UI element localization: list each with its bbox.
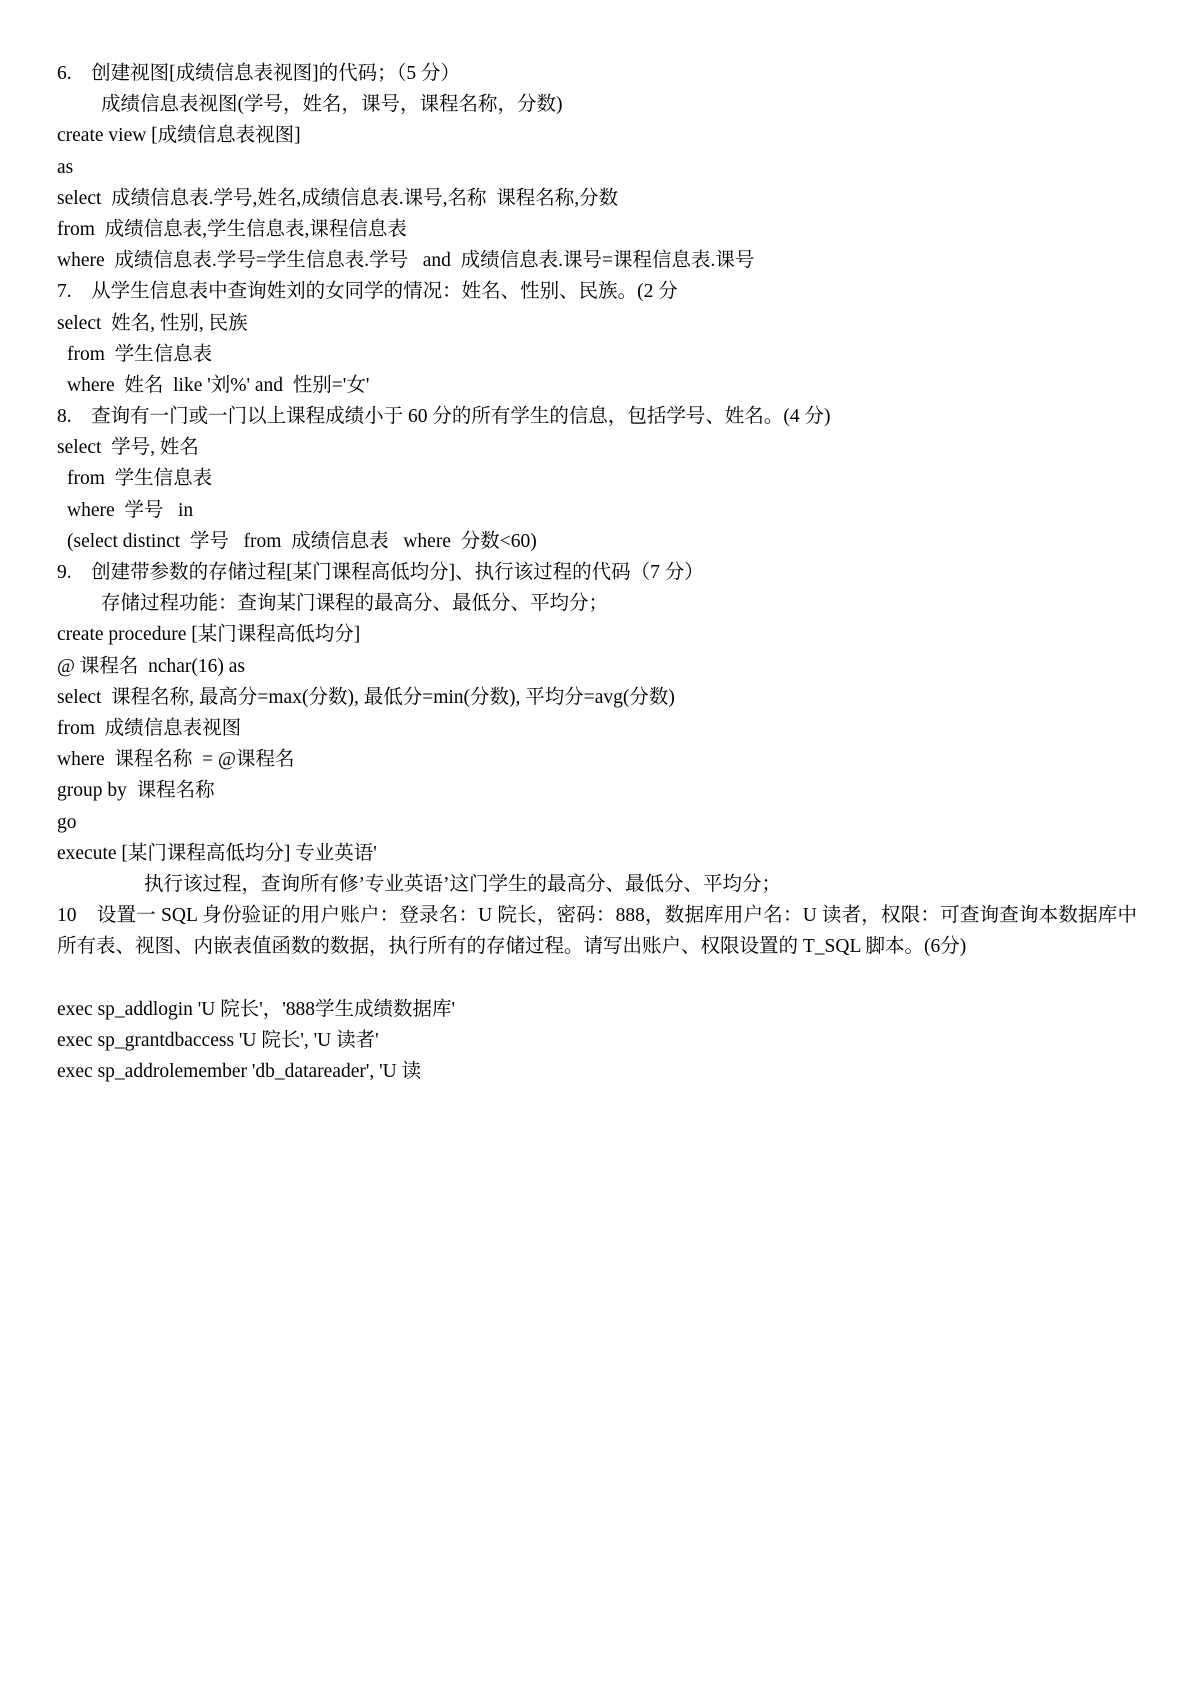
code-line: @ 课程名 nchar(16) as [57, 655, 245, 677]
blank-line [57, 962, 1137, 993]
document-page [57, 58, 1137, 1087]
code-line: select 课程名称, 最高分=max(分数), 最低分=min(分数), 平均分=avg(分数) [57, 686, 675, 708]
code-line: where 课程名称 = @课程名 [57, 749, 295, 771]
script-line: exec sp_addlogin 'U 院长'，'888学生成绩数据库' [57, 998, 456, 1020]
q9-procedure-function: 存储过程功能：查询某门课程的最高分、最低分、平均分； [101, 593, 609, 615]
q9-execute-description: 执行该过程，查询所有修’专业英语’这门学生的最高分、最低分、平均分； [144, 873, 781, 895]
code-line: select 学号, 姓名 [57, 437, 199, 459]
code-line: go [57, 811, 77, 833]
q6-heading: 6. 创建视图[成绩信息表视图]的代码；（5 分） [57, 63, 460, 84]
code-line: where 学号 in [67, 499, 194, 521]
code-line: as [57, 156, 74, 178]
code-line: from 成绩信息表视图 [57, 717, 242, 739]
q9-heading: 9. 创建带参数的存储过程[某门课程高低均分]、执行该过程的代码（7 分） [57, 562, 704, 583]
code-line: from 学生信息表 [67, 343, 213, 365]
code-line: create procedure [某门课程高低均分] [57, 624, 361, 646]
code-line: (select distinct 学号 from 成绩信息表 where 分数<60) [67, 530, 537, 552]
code-line: execute [某门课程高低均分] 专业英语' [57, 842, 377, 864]
code-line: where 姓名 like '刘%' and 性别='女' [67, 374, 370, 396]
code-line: select 成绩信息表.学号,姓名,成绩信息表.课号,名称 课程名称,分数 [57, 187, 619, 209]
q6-view-definition: 成绩信息表视图(学号，姓名，课号，课程名称，分数) [101, 94, 563, 116]
q10-heading: 10 设置一 SQL 身份验证的用户账户：登录名：U 院长，密码：888，数据库用户名：U 读者，权限：可查询查询本数据库中所有表、视图、内嵌表值函数的数据，执行所有的存储过程。请写出账户、权限设置的 T_SQL 脚本。(6分) [57, 905, 1137, 958]
code-line: create view [成绩信息表视图] [57, 125, 301, 147]
q7-heading: 7. 从学生信息表中查询姓刘的女同学的情况：姓名、性别、民族。(2 分 [57, 281, 678, 303]
code-line: where 成绩信息表.学号=学生信息表.学号 and 成绩信息表.课号=课程信息表.课号 [57, 250, 755, 272]
q8-heading: 8. 查询有一门或一门以上课程成绩小于 60 分的所有学生的信息，包括学号、姓名。(4 分) [57, 406, 831, 428]
script-line: exec sp_addrolemember 'db_datareader', 'U 读 [57, 1061, 422, 1083]
code-line: group by 课程名称 [57, 780, 215, 802]
code-line: from 学生信息表 [67, 468, 213, 490]
script-line: exec sp_grantdbaccess 'U 院长', 'U 读者' [57, 1029, 379, 1051]
code-line: select 姓名, 性别, 民族 [57, 312, 248, 334]
code-line: from 成绩信息表,学生信息表,课程信息表 [57, 218, 407, 240]
